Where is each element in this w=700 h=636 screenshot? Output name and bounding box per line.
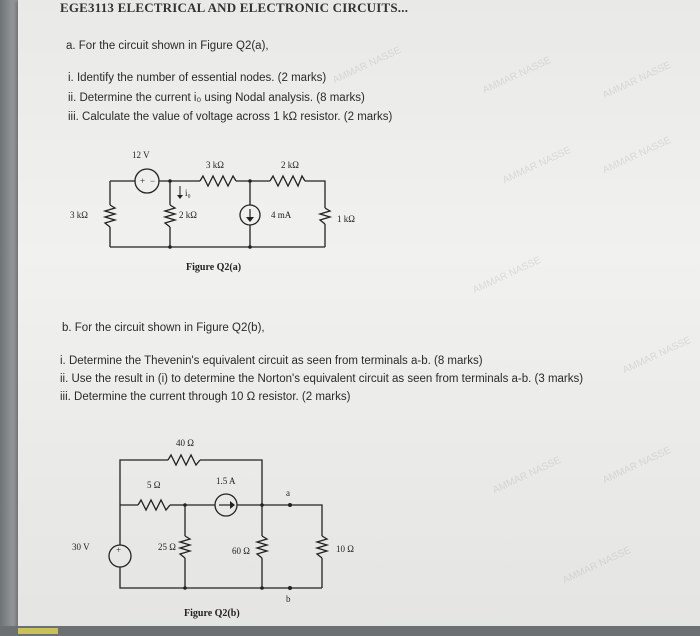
terminal-b-label: b <box>286 594 291 604</box>
label-60-ohm: 60 Ω <box>232 546 250 556</box>
watermark: AMMAR NASSE <box>501 144 573 187</box>
label-1-5a: 1.5 A <box>216 476 236 486</box>
label-30v: 30 V <box>72 542 90 552</box>
label-40-ohm: 40 Ω <box>176 438 194 448</box>
label-2k-mid: 2 kΩ <box>179 210 197 220</box>
part-b-q3: iii. Determine the current through 10 Ω resistor. (2 marks) <box>60 391 351 403</box>
label-10-ohm: 10 Ω <box>336 544 354 554</box>
part-a-q1: i. Identify the number of essential nodes. (2 marks) <box>68 72 327 84</box>
part-a-q2: ii. Determine the current i₀ using Nodal analysis. (8 marks) <box>68 92 365 104</box>
part-b-q2: ii. Use the result in (i) to determine the Norton's equivalent circuit as seen from terminals a-b. (3 marks) <box>60 373 584 385</box>
svg-text:+: + <box>116 545 122 555</box>
figure-caption-q2b: Figure Q2(b) <box>184 608 240 619</box>
course-title: EGE3113 ELECTRICAL AND ELECTRONIC CIRCUITS... <box>60 0 409 15</box>
part-b-q1: i. Determine the Thevenin's equivalent circuit as seen from terminals a-b. (8 marks) <box>60 355 483 367</box>
label-i0: i₀ <box>185 188 191 198</box>
part-a-q3: iii. Calculate the value of voltage across 1 kΩ resistor. (2 marks) <box>68 111 393 123</box>
label-12v: 12 V <box>132 150 150 160</box>
label-3k-left: 3 kΩ <box>70 210 88 220</box>
label-4ma: 4 mA <box>271 210 292 220</box>
watermark: AMMAR NASSE <box>601 134 673 177</box>
svg-text:−: − <box>150 176 156 186</box>
label-25-ohm: 25 Ω <box>158 542 176 552</box>
label-1k: 1 kΩ <box>337 214 355 224</box>
watermark: AMMAR NASSE <box>601 59 673 102</box>
watermark: AMMAR NASSE <box>491 454 563 497</box>
watermark: AMMAR NASSE <box>561 544 633 587</box>
watermark: AMMAR NASSE <box>601 444 673 487</box>
figure-caption-q2a: Figure Q2(a) <box>186 262 242 273</box>
taskbar-tab <box>18 628 58 634</box>
terminal-a-label: a <box>286 488 290 498</box>
watermark: AMMAR NASSE <box>621 334 693 377</box>
watermark: AMMAR NASSE <box>331 44 403 87</box>
part-b-intro: b. For the circuit shown in Figure Q2(b), <box>62 322 265 334</box>
svg-text:+: + <box>140 176 146 186</box>
watermark: AMMAR NASSE <box>481 54 553 97</box>
watermark: AMMAR NASSE <box>471 254 543 297</box>
label-5-ohm: 5 Ω <box>147 480 161 490</box>
part-a-intro: a. For the circuit shown in Figure Q2(a), <box>66 40 269 52</box>
label-3k-top: 3 kΩ <box>206 160 224 170</box>
monitor-bottom-edge <box>0 626 700 636</box>
label-2k-top: 2 kΩ <box>281 160 299 170</box>
